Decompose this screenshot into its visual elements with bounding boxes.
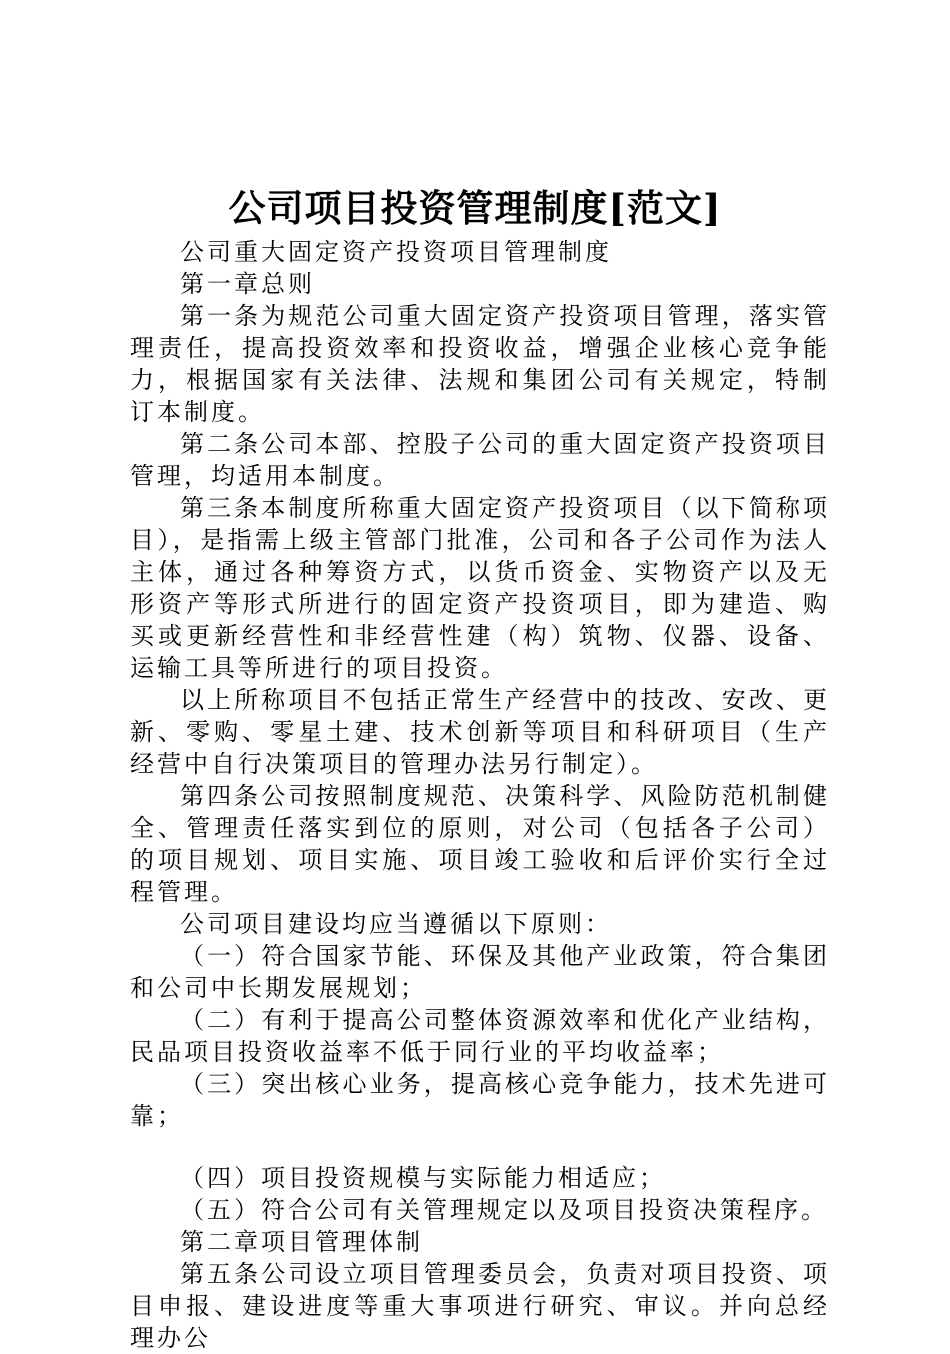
paragraph-article-2: 第二条公司本部、控股子公司的重大固定资产投资项目管理，均适用本制度。 [130, 430, 830, 490]
paragraph-article-3: 第三条本制度所称重大固定资产投资项目（以下简称项目），是指需上级主管部门批准，公司和各子公司作为法人主体，通过各种筹资方式，以货币资金、实物资产以及无形资产等形式所进行的固定资产投资项目，即为建造、购买或更新经营性和非经营性建（构）筑物、仪器、设备、运输工具等所进行的项目投资。 [130, 494, 830, 682]
paragraph-exclusions: 以上所称项目不包括正常生产经营中的技改、安改、更新、零购、零星土建、技术创新等项目和科研项目（生产经营中自行决策项目的管理办法另行制定）。 [130, 686, 830, 778]
paragraph-article-5: 第五条公司设立项目管理委员会，负责对项目投资、项目申报、建设进度等重大事项进行研究、审议。并向总经理办公 [130, 1260, 830, 1352]
chapter-heading-1: 第一章总则 [180, 270, 315, 298]
paragraph-principle-1: （一）符合国家节能、环保及其他产业政策，符合集团和公司中长期发展规划； [130, 942, 830, 1002]
document-body [130, 236, 830, 1354]
paragraph-principle-5: （五）符合公司有关管理规定以及项目投资决策程序。 [180, 1196, 828, 1224]
paragraph-principle-4: （四）项目投资规模与实际能力相适应； [180, 1164, 666, 1192]
chapter-heading-2: 第二章项目管理体制 [180, 1228, 423, 1256]
paragraph-article-4: 第四条公司按照制度规范、决策科学、风险防范机制健全、管理责任落实到位的原则，对公司（包括各子公司）的项目规划、项目实施、项目竣工验收和后评价实行全过程管理。 [130, 782, 830, 906]
paragraph-article-1: 第一条为规范公司重大固定资产投资项目管理，落实管理责任，提高投资效率和投资收益，增强企业核心竞争能力，根据国家有关法律、法规和集团公司有关规定，特制订本制度。 [130, 302, 830, 426]
document-title: 公司项目投资管理制度[范文] [228, 186, 722, 230]
paragraph-subtitle: 公司重大固定资产投资项目管理制度 [180, 238, 612, 266]
paragraph-principle-3: （三）突出核心业务，提高核心竞争能力，技术先进可靠； [130, 1070, 830, 1130]
paragraph-principle-2: （二）有利于提高公司整体资源效率和优化产业结构，民品项目投资收益率不低于同行业的平均收益率； [130, 1006, 830, 1066]
paragraph-principles-intro: 公司项目建设均应当遵循以下原则： [180, 910, 612, 938]
